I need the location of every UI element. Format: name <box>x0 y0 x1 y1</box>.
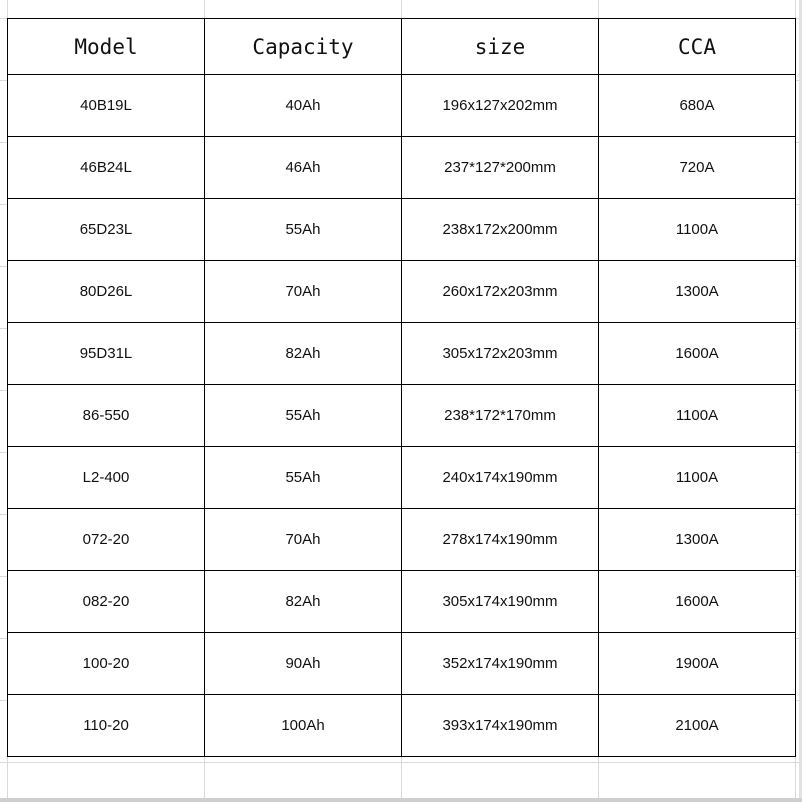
table-cell-model[interactable]: 86-550 <box>8 385 205 447</box>
table-cell-cca[interactable]: 1600A <box>599 571 796 633</box>
table-cell-cca[interactable]: 1100A <box>599 199 796 261</box>
table-cell-model[interactable]: 072-20 <box>8 509 205 571</box>
table-row <box>8 447 796 509</box>
header-cell-cca[interactable]: CCA <box>599 19 796 75</box>
table-cell-size[interactable]: 305x172x203mm <box>402 323 599 385</box>
table-cell-cca[interactable]: 720A <box>599 137 796 199</box>
table-cell-cca[interactable]: 1600A <box>599 323 796 385</box>
table-cell-size[interactable]: 278x174x190mm <box>402 509 599 571</box>
table-cell-model[interactable]: 100-20 <box>8 633 205 695</box>
table-row <box>8 509 796 571</box>
table-cell-capacity[interactable]: 82Ah <box>205 571 402 633</box>
table-cell-capacity[interactable]: 55Ah <box>205 385 402 447</box>
table-cell-capacity[interactable]: 70Ah <box>205 261 402 323</box>
table-cell-size[interactable]: 238x172x200mm <box>402 199 599 261</box>
table-cell-capacity[interactable]: 70Ah <box>205 509 402 571</box>
header-cell-capacity[interactable]: Capacity <box>205 19 402 75</box>
table-cell-model[interactable]: 95D31L <box>8 323 205 385</box>
table-row <box>8 137 796 199</box>
table-cell-size[interactable]: 238*172*170mm <box>402 385 599 447</box>
table-cell-size[interactable]: 260x172x203mm <box>402 261 599 323</box>
table-cell-size[interactable]: 305x174x190mm <box>402 571 599 633</box>
table-cell-model[interactable]: 65D23L <box>8 199 205 261</box>
table-cell-cca[interactable]: 680A <box>599 75 796 137</box>
table-row <box>8 199 796 261</box>
battery-spec-table <box>7 18 796 757</box>
table-cell-capacity[interactable]: 82Ah <box>205 323 402 385</box>
table-cell-size[interactable]: 237*127*200mm <box>402 137 599 199</box>
table-cell-cca[interactable]: 1300A <box>599 509 796 571</box>
table-cell-size[interactable]: 240x174x190mm <box>402 447 599 509</box>
table-cell-cca[interactable]: 2100A <box>599 695 796 757</box>
table-cell-model[interactable]: L2-400 <box>8 447 205 509</box>
table-cell-capacity[interactable]: 55Ah <box>205 199 402 261</box>
table-row <box>8 261 796 323</box>
table-cell-size[interactable]: 352x174x190mm <box>402 633 599 695</box>
table-cell-cca[interactable]: 1100A <box>599 447 796 509</box>
table-cell-size[interactable]: 196x127x202mm <box>402 75 599 137</box>
table-row <box>8 323 796 385</box>
table-row <box>8 695 796 757</box>
table-cell-cca[interactable]: 1900A <box>599 633 796 695</box>
table-cell-cca[interactable]: 1300A <box>599 261 796 323</box>
table-row <box>8 75 796 137</box>
table-row <box>8 571 796 633</box>
table-row <box>8 385 796 447</box>
table-cell-model[interactable]: 80D26L <box>8 261 205 323</box>
table-body <box>8 75 796 757</box>
sheet-bottom-edge <box>0 798 802 802</box>
table-cell-model[interactable]: 46B24L <box>8 137 205 199</box>
table-cell-model[interactable]: 082-20 <box>8 571 205 633</box>
header-cell-model[interactable]: Model <box>8 19 205 75</box>
table-row <box>8 633 796 695</box>
table-cell-cca[interactable]: 1100A <box>599 385 796 447</box>
table-cell-capacity[interactable]: 55Ah <box>205 447 402 509</box>
table-cell-size[interactable]: 393x174x190mm <box>402 695 599 757</box>
table-header <box>8 19 796 75</box>
header-row <box>8 19 796 75</box>
table-cell-capacity[interactable]: 40Ah <box>205 75 402 137</box>
header-cell-size[interactable]: size <box>402 19 599 75</box>
table-cell-capacity[interactable]: 90Ah <box>205 633 402 695</box>
table-cell-model[interactable]: 40B19L <box>8 75 205 137</box>
table-cell-model[interactable]: 110-20 <box>8 695 205 757</box>
table-cell-capacity[interactable]: 46Ah <box>205 137 402 199</box>
table-cell-capacity[interactable]: 100Ah <box>205 695 402 757</box>
